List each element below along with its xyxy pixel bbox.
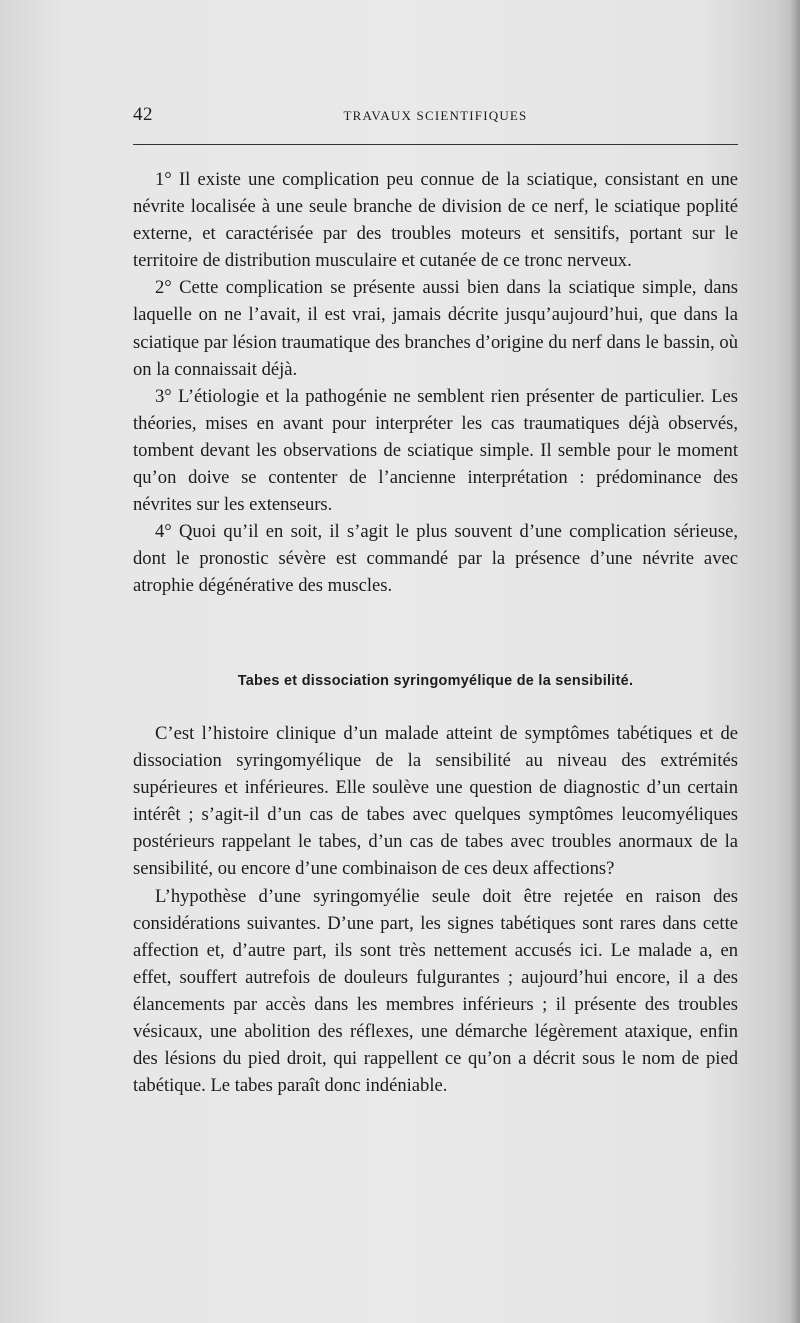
conclusions-list [133, 166, 738, 600]
body-paragraph: L’hypothèse d’une syringomyélie seule doit être rejetée en raison des considérations suivantes. D’une part, les signes tabétiques sont rares dans cette affection et, d’autre part, ils sont très nettement accusés ici. Le malade a, en effet, souffert autrefois de douleurs fulgurantes ; aujourd’hui encore, il a des élancements par accès dans les membres inférieurs ; il présente des troubles vésicaux, une abolition des réflexes, une démarche légèrement ataxique, enfin des lésions du pied droit, qui rappellent ce qu’on a décrit sous le nom de pied tabétique. Le tabes paraît donc indéniable. [133, 885, 738, 1097]
header-rule [133, 144, 738, 145]
section-heading: Tabes et dissociation syringomyélique de la sensibilité. [237, 673, 634, 689]
section-body [133, 720, 738, 1099]
conclusion-paragraph: 4° Quoi qu’il en soit, il s’agit le plus souvent d’une complication sérieuse, dont le pronostic sévère est commandé par la présence d’une névrite avec atrophie dégénérative des muscles. [133, 521, 738, 597]
page-number: 42 [133, 104, 153, 125]
conclusion-paragraph: 3° L’étiologie et la pathogénie ne semblent rien présenter de particulier. Les théories, mises en avant pour interpréter les cas traumatiques déjà observés, tombent devant les observations de sciatique simple. Il semble pour le moment qu’on doive se contenter de l’ancienne interprétation : prédominance des névrites sur les extenseurs. [133, 385, 738, 516]
conclusion-paragraph: 2° Cette complication se présente aussi bien dans la sciatique simple, dans laquelle on ne l’avait, il est vrai, jamais décrite jusqu’aujourd’hui, que dans la sciatique par lésion traumatique des branches d’origine du nerf dans le bassin, où on la connaissait déjà. [133, 277, 738, 380]
page-edge-shadow [790, 0, 800, 1323]
conclusion-paragraph: 1° Il existe une complication peu connue de la sciatique, consistant en une névrite localisée à une seule branche de division de ce nerf, le sciatique poplité externe, et caractérisée par des troubles moteurs et sensitifs, portant sur le territoire de distribution musculaire et cutanée de ce tronc nerveux. [133, 169, 738, 272]
page-header [133, 104, 738, 134]
body-paragraph: C’est l’histoire clinique d’un malade atteint de symptômes tabétiques et de dissociation syringomyélique de la sensibilité au niveau des extrémités supérieures et inférieures. Elle soulève une question de diagnostic d’un certain intérêt ; s’agit-il d’un cas de tabes avec quelques symptômes leucomyéliques postérieurs rappelant le tabes, d’un cas de tabes avec troubles anormaux de la sensibilité, ou encore d’une combinaison de ces deux affections? [133, 723, 738, 880]
running-title: TRAVAUX SCIENTIFIQUES [343, 108, 528, 123]
